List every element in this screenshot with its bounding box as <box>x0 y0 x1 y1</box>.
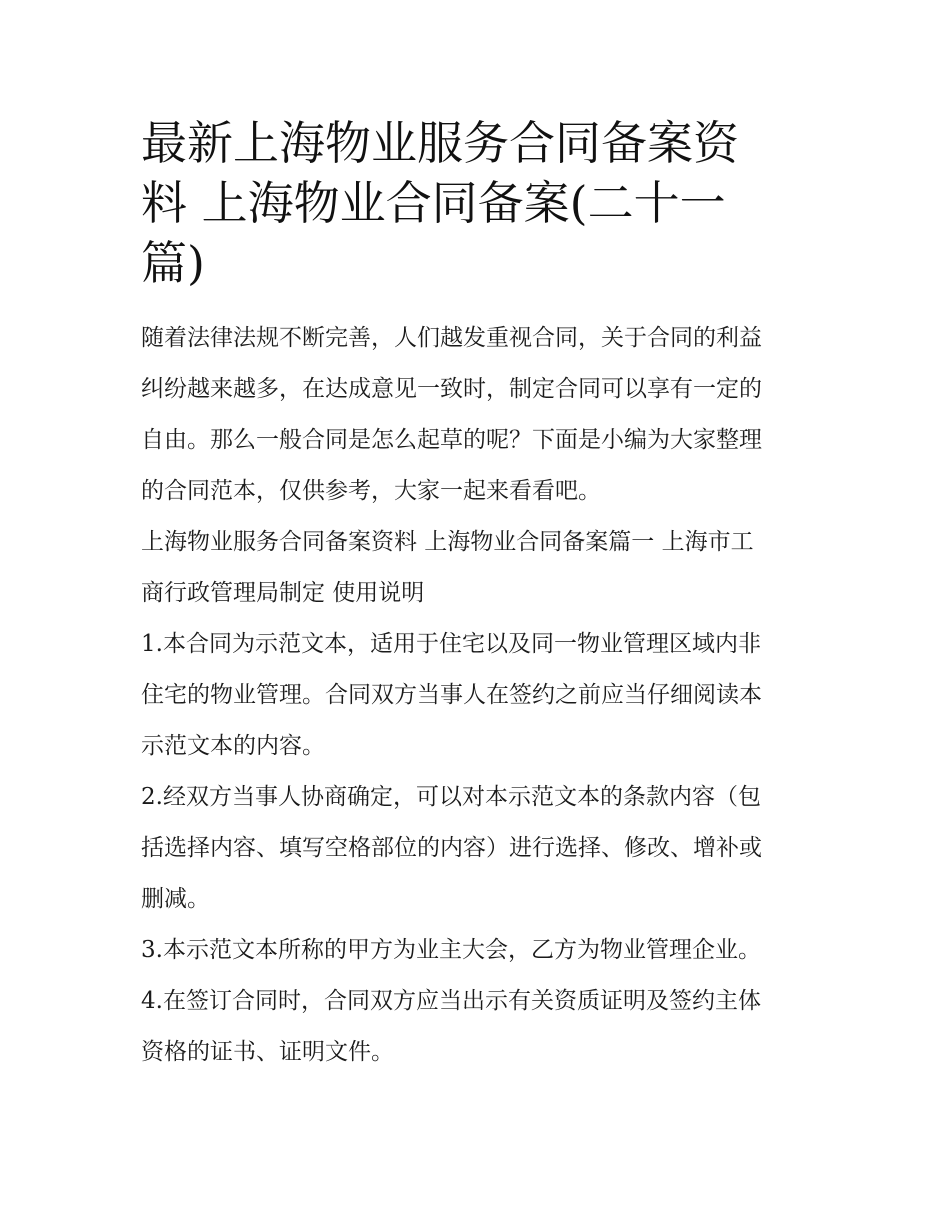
section-heading-paragraph <box>141 517 821 619</box>
text-line: 随着法律法规不断完善，人们越发重视合同，关于合同的利益 <box>141 325 762 351</box>
text-line: 1.本合同为示范文本，适用于住宅以及同一物业管理区域内非 <box>141 631 761 657</box>
document-title <box>141 113 821 293</box>
title-block <box>141 113 821 293</box>
instruction-item-4 <box>141 976 821 1078</box>
instruction-item-2 <box>141 772 821 925</box>
text-line: 示范文本的内容。 <box>141 733 325 759</box>
text-line: 4.在签订合同时，合同双方应当出示有关资质证明及签约主体 <box>141 988 761 1014</box>
instruction-item-1 <box>141 619 821 772</box>
instruction-item-3 <box>141 925 821 976</box>
text-line: 住宅的物业管理。合同双方当事人在签约之前应当仔细阅读本 <box>141 682 762 708</box>
title-line: 篇) <box>141 236 205 290</box>
text-line: 商行政管理局制定 使用说明 <box>141 580 425 606</box>
text-line: 删减。 <box>141 886 210 912</box>
text-line: 括选择内容、填写空格部位的内容）进行选择、修改、增补或 <box>141 835 762 861</box>
intro-paragraph <box>141 313 821 517</box>
text-line: 2.经双方当事人协商确定，可以对本示范文本的条款内容（包 <box>141 784 761 810</box>
text-line: 3.本示范文本所称的甲方为业主大会，乙方为物业管理企业。 <box>141 937 761 963</box>
text-line: 纠纷越来越多，在达成意见一致时，制定合同可以享有一定的 <box>141 376 762 402</box>
document-body <box>141 113 821 1078</box>
text-line: 上海物业服务合同备案资料 上海物业合同备案篇一 上海市工 <box>141 529 754 555</box>
text-line: 的合同范本，仅供参考，大家一起来看看吧。 <box>141 478 601 504</box>
title-line: 最新上海物业服务合同备案资 <box>141 116 739 170</box>
text-line: 自由。那么一般合同是怎么起草的呢？下面是小编为大家整理 <box>141 427 762 453</box>
title-line: 料 上海物业合同备案(二十一 <box>141 176 726 230</box>
text-line: 资格的证书、证明文件。 <box>141 1039 394 1065</box>
